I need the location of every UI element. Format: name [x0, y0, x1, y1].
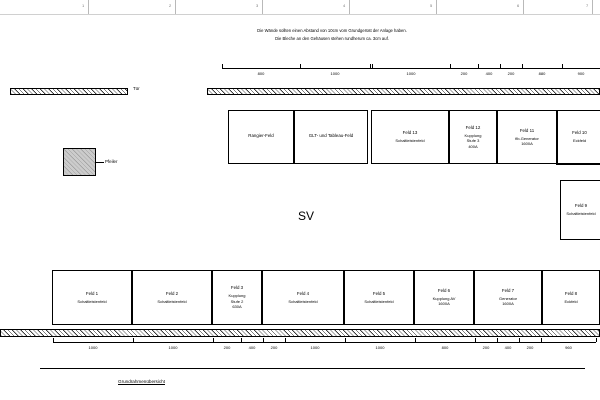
dimension-value: 200	[507, 71, 515, 76]
note-line-2: Die Bleche an den Gehäusen stehen rundherum ca. 3cm auf.	[275, 36, 389, 41]
cabinet-name: Feld 11	[519, 127, 535, 133]
cabinet-box	[132, 270, 212, 325]
cabinet-description: Schaltleistenfeld	[157, 298, 187, 304]
cabinet-description: 630A	[232, 304, 242, 310]
ruler-label: 5	[430, 3, 433, 8]
cabinet-name: Feld 7	[501, 288, 515, 294]
dimension-tick	[541, 338, 542, 342]
cabinet-box	[212, 270, 262, 325]
cabinet-description: 1600A	[521, 140, 533, 146]
pillar-shape	[63, 148, 96, 176]
dimension-tick	[415, 338, 416, 342]
ruler-tick	[349, 0, 350, 14]
cabinet-box	[560, 180, 600, 240]
right-block-vertical	[556, 110, 557, 165]
cabinet-description: Eckfeld	[564, 298, 578, 304]
dimension-tick	[285, 338, 286, 342]
dimension-value: 200	[526, 345, 534, 350]
cabinet-name: Rangier-Feld	[248, 133, 274, 139]
cabinet-box	[557, 110, 600, 164]
cabinet-box	[262, 270, 344, 325]
dimension-tick	[263, 338, 264, 342]
cabinet-box	[371, 110, 449, 164]
right-block-divider-top	[556, 164, 600, 165]
pillar-label: Pfeiler	[105, 159, 118, 164]
dimension-value: 960	[565, 345, 572, 350]
cabinet-description: Schaltleistenfeld	[288, 298, 318, 304]
ruler-tick	[88, 0, 89, 14]
cabinet-box	[52, 270, 132, 325]
cabinet-box	[449, 110, 497, 164]
dimension-tick	[370, 64, 371, 68]
cabinet-description: 1600A	[438, 301, 450, 307]
dimension-value: 200	[482, 345, 490, 350]
dimension-value: 400	[504, 345, 512, 350]
cabinet-name: Feld 10	[572, 130, 587, 136]
dimension-tick	[372, 64, 373, 68]
pillar-leader-line	[96, 162, 104, 163]
dimension-value: 400	[248, 345, 256, 350]
cabinet-description: 1600A	[502, 301, 514, 307]
cabinet-box	[542, 270, 600, 325]
dimension-tick	[519, 338, 520, 342]
dimension-tick	[450, 64, 451, 68]
dimension-value: 800	[441, 345, 449, 350]
dimension-value: 900	[577, 71, 585, 76]
drawing-caption: Grundrahmenübersicht	[118, 379, 165, 384]
dimension-tick	[300, 64, 301, 68]
cabinet-name: Feld 1	[85, 290, 99, 296]
dimension-tick	[475, 338, 476, 342]
dimension-value: 1000	[88, 345, 98, 350]
ruler-label: 1	[82, 3, 85, 8]
dimension-tick	[562, 64, 563, 68]
cabinet-description: Stufe 2	[230, 298, 244, 304]
cabinet-name: Feld 12	[465, 124, 481, 130]
cabinet-description: Stufe 3	[466, 138, 480, 144]
dimension-tick	[133, 338, 134, 342]
cabinet-description: Schaltleistenfeld	[364, 298, 394, 304]
wall-top	[207, 88, 600, 95]
dimension-value: 1000	[330, 71, 340, 76]
dimension-tick	[522, 64, 523, 68]
cabinet-name: Feld 9	[574, 203, 588, 209]
dimension-value: 1000	[375, 345, 385, 350]
ruler-tick	[262, 0, 263, 14]
dimension-tick	[53, 338, 54, 342]
cabinet-name: GLT- und Tableau-Feld	[308, 133, 354, 139]
cabinet-description: Generator	[498, 296, 517, 302]
dimension-value: 200	[270, 345, 278, 350]
cabinet-box	[344, 270, 414, 325]
dimension-tick	[345, 338, 346, 342]
dimension-value: 800	[257, 71, 265, 76]
dimension-value: 400	[485, 71, 493, 76]
cabinet-description: Schaltleistenfeld	[77, 298, 107, 304]
dimension-tick	[497, 338, 498, 342]
cabinet-description: Kupplung	[464, 132, 482, 138]
cabinet-description: 400A	[468, 143, 478, 149]
ruler-tick	[523, 0, 524, 14]
wall-bottom	[0, 329, 600, 337]
dimension-value: 200	[460, 71, 468, 76]
cabinet-name: Feld 8	[564, 290, 578, 296]
wall-left-upper	[10, 88, 128, 95]
ruler-tick	[175, 0, 176, 14]
cabinet-description: fib-Generator	[515, 135, 539, 141]
cabinet-name: Feld 13	[402, 130, 418, 136]
cabinet-box	[294, 110, 368, 164]
cabinet-box	[474, 270, 542, 325]
cabinet-description: Schaltleistenfeld	[566, 211, 596, 217]
room-label: SV	[298, 209, 315, 223]
dimension-value: 200	[223, 345, 231, 350]
ruler-label: 3	[256, 3, 259, 8]
cabinet-description: Schaltleistenfeld	[395, 138, 425, 144]
cabinet-name: Feld 2	[165, 290, 179, 296]
dimension-tick	[241, 338, 242, 342]
note-line-1: Die Wände sollten einen Abstand von 10cm vom Grundgerüst der Anlage haben.	[257, 28, 407, 33]
dimension-value: 880	[538, 71, 546, 76]
cabinet-box	[228, 110, 294, 164]
ruler-tick	[592, 0, 593, 14]
dimension-tick	[596, 338, 597, 342]
dimension-tick	[222, 64, 223, 68]
cabinet-name: Feld 6	[437, 288, 451, 294]
dimension-value: 1000	[406, 71, 416, 76]
dimension-baseline	[53, 342, 596, 343]
dimension-value: 1000	[168, 345, 178, 350]
ruler-label: 2	[169, 3, 172, 8]
dimension-tick	[478, 64, 479, 68]
dimension-tick	[213, 338, 214, 342]
cabinet-box	[497, 110, 557, 164]
dimension-tick	[500, 64, 501, 68]
cabinet-description: Kupplung AV	[432, 296, 456, 302]
cabinet-description: Kupplung	[228, 293, 246, 299]
ruler-label: 4	[343, 3, 346, 8]
cabinet-box	[414, 270, 474, 325]
cabinet-name: Feld 3	[230, 285, 244, 291]
ruler-tick	[436, 0, 437, 14]
overall-dimension-line	[40, 368, 585, 369]
ruler-label: 6	[517, 3, 520, 8]
ruler-label: 7	[586, 3, 589, 8]
top-ruler	[0, 0, 600, 14]
cabinet-description: Eckfeld	[572, 138, 587, 144]
ruler-baseline	[0, 14, 600, 15]
dimension-value: 1000	[310, 345, 320, 350]
cabinet-name: Feld 4	[296, 290, 310, 296]
dimension-baseline	[222, 68, 600, 69]
cabinet-name: Feld 5	[372, 290, 386, 296]
door-label: Tür	[133, 86, 140, 91]
